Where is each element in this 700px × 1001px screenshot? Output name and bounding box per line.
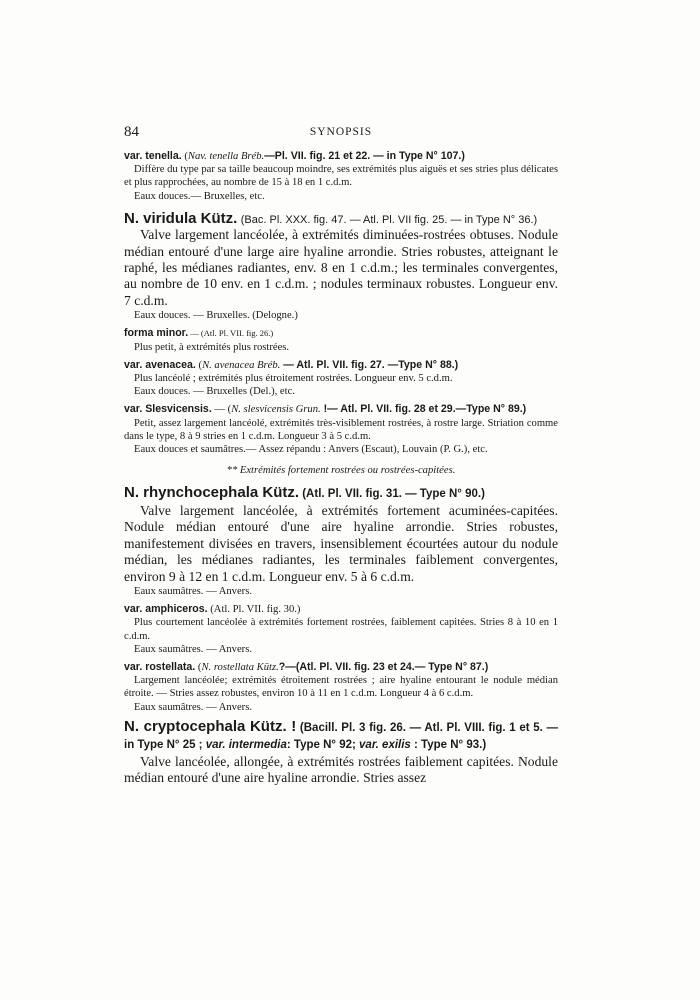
amphiceros-heading: [124, 603, 558, 616]
rostellata-synonym: N. rostellata Kütz.: [201, 661, 279, 673]
slesvicensis-ref: !— Atl. Pl. VII. fig. 28 et 29.—Type N° 89.): [320, 403, 527, 416]
slesvicensis-habitat: Eaux douces et saumâtres.— Assez répandu : Anvers (Escaut), Louvain (P. G.), etc.: [134, 444, 488, 456]
running-head: SYNOPSIS: [309, 126, 373, 138]
avenacea-heading: var. avenacea. (N. avenacea Bréb. — Atl. Pl. VII. fig. 27. —Type N° 88.): [124, 358, 459, 371]
rostellata-name: var. rostellata.: [124, 660, 196, 673]
slesvicensis-heading: var. Slesvicensis. — (N. slesvicensis Grun. !— Atl. Pl. VII. fig. 28 et 29.—Type N° 89.): [124, 403, 527, 416]
tenella-heading: var. tenella. (Nav. tenella Bréb.—Pl. VII. fig. 21 et 22. — in Type N° 107.): [124, 150, 465, 162]
viridula-name: N. viridula Kütz.: [124, 209, 238, 227]
viridula-heading: [124, 211, 558, 227]
slesvicensis-name: var. Slesvicensis.: [124, 403, 212, 416]
avenacea-synonym: N. avenacea Bréb.: [202, 359, 281, 371]
avenacea-habitat: Eaux douces. — Bruxelles (Del.), etc.: [134, 386, 295, 398]
viridula-description: Valve largement lancéolée, à extrémités diminuées-rostrées obtuses. Nodule médian entouré d'une large aire hyaline arrondie. Stries robustes, atteignant le raphé, les médianes radiantes, env. 8 en 1 c.d.m.; les terminales convergentes, au nombre de 10 env. en 1 c.d.m. ; nodules terminaux robustes. Longueur env. 7 c.d.m.: [124, 227, 558, 308]
tenella-name: var. tenella.: [124, 150, 182, 162]
amphiceros-name: var. amphiceros.: [124, 603, 208, 616]
tenella-ref: —Pl. VII. fig. 21 et 22. — in Type N° 107.): [264, 150, 465, 162]
page: [124, 124, 558, 786]
avenacea-name: var. avenacea.: [124, 358, 196, 371]
cryptocephala-heading: [124, 719, 558, 754]
forma-minor-name: forma minor.: [124, 327, 189, 340]
slesvicensis-description: Petit, assez largement lancéolé, extrémités très-visiblement rostrées, à rostre large. Striation comme dans le type, 8 à 9 stries en 1 c.d.m. Longueur 3 à 5 c.d.m.: [124, 417, 558, 442]
forma-minor-description: Plus petit, à extrémités plus rostrées.: [134, 341, 290, 353]
forma-minor-heading: [124, 327, 558, 340]
rhynchocephala-ref: (Atl. Pl. VII. fig. 31. — Type N° 90.): [299, 488, 485, 501]
amphiceros-ref: (Atl. Pl. VII. fig. 30.): [207, 604, 301, 616]
rhynchocephala-description: Valve largement lancéolée, à extrémités fortement acuminées-capitées. Nodule médian entouré d'une aire hyaline arrondie. Stries robustes, manifestement divisées en travers, insensiblement écourtées autour du nodule médian, les médianes radiantes, les terminales faiblement convergentes, environ 9 à 12 en 1 c.d.m. Longueur env. 5 à 6 c.d.m.: [124, 502, 558, 584]
viridula-ref: (Bac. Pl. XXX. fig. 47. — Atl. Pl. VII fig. 25. — in Type N° 36.): [240, 213, 538, 226]
rostellata-heading: var. rostellata. (N. rostellata Kütz.?—(Atl. Pl. VII. fig. 23 et 24.— Type N° 87.): [124, 660, 489, 673]
rhynchocephala-habitat: Eaux saumâtres. — Anvers.: [134, 585, 252, 597]
avenacea-ref: — Atl. Pl. VII. fig. 27. —Type N° 88.): [280, 358, 459, 371]
cryptocephala-description: Valve lancéolée, allongée, à extrémités rostrées faiblement capitées. Nodule médian entouré d'une aire hyaline arrondie. Stries assez: [124, 753, 558, 785]
rhynchocephala-name: N. rhynchocephala Kütz.: [124, 484, 300, 502]
avenacea-description: Plus lancéolé ; extrémités plus étroitement rostrées. Longueur env. 5 c.d.m.: [134, 373, 453, 385]
page-number: 84: [124, 124, 139, 140]
rhynchocephala-heading: [124, 485, 558, 502]
page-header: [124, 124, 558, 150]
cryptocephala-name: N. cryptocephala Kütz. !: [124, 717, 297, 735]
section-note: ** Extrémités fortement rostrées ou rostrées-capitées.: [226, 465, 456, 477]
tenella-description: Diffère du type par sa taille beaucoup moindre, ses extrémités plus aiguës et ses stries plus délicates et plus rapprochées, au nombre de 15 à 18 en 1 c.d.m.: [124, 164, 558, 189]
tenella-habitat: Eaux douces.— Bruxelles, etc.: [134, 190, 265, 202]
rostellata-ref: ?—(Atl. Pl. VII. fig. 23 et 24.— Type N° 87.): [278, 660, 489, 673]
amphiceros-description: Plus courtement lancéolée à extrémités fortement rostrées, faiblement capitées. Stries 8 à 10 en 1 c.d.m.: [124, 617, 558, 642]
tenella-synonym: Nav. tenella Bréb.: [187, 151, 265, 162]
slesvicensis-synonym: N. slesvicensis Grun.: [231, 404, 321, 416]
viridula-habitat: Eaux douces. — Bruxelles. (Delogne.): [134, 310, 298, 322]
rostellata-habitat: Eaux saumâtres. — Anvers.: [134, 701, 252, 713]
amphiceros-habitat: Eaux saumâtres. — Anvers.: [134, 643, 252, 655]
cryptocephala-ref: (Bacill. Pl. 3 fig. 26. — Atl. Pl. VIII. fig. 1 et 5. — in Type N° 25 ; var. intermedia: Type N° 92; var. exilis : Type N° 93.): [124, 721, 558, 752]
rostellata-description: Largement lancéolée; extrémités étroitement rostrées ; aire hyaline entourant le nodule médian étroite. — Stries assez robustes, environ 10 à 11 en 1 c.d.m. Longueur 4 à 6 c.d.m.: [124, 675, 558, 700]
forma-minor-ref: — (Atl. Pl. VII. fig. 26.): [188, 328, 274, 339]
